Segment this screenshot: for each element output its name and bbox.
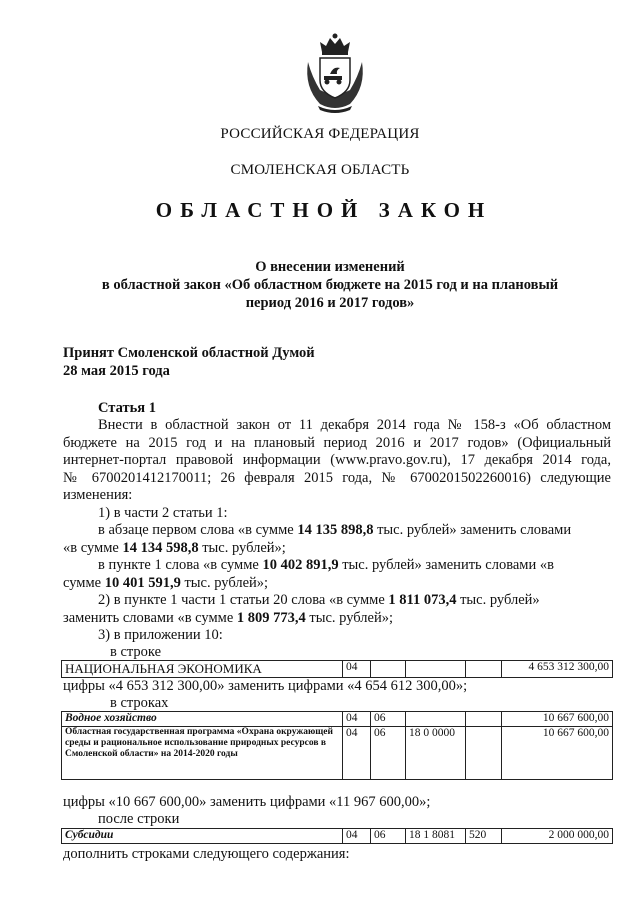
coat-of-arms-emblem xyxy=(300,32,370,114)
row-subsection: 06 xyxy=(371,727,406,780)
budget-table-3 xyxy=(61,828,613,844)
text-span: в абзаце первом слова «в сумме xyxy=(98,522,298,538)
row-section: 04 xyxy=(343,712,371,727)
subject-line-3: период 2016 и 2017 годов» xyxy=(245,295,415,311)
table-row xyxy=(62,727,613,780)
row-section: 04 xyxy=(343,829,371,844)
row-name: НАЦИОНАЛЬНАЯ ЭКОНОМИКА xyxy=(62,661,343,678)
table-row xyxy=(62,829,613,844)
row-section: 04 xyxy=(343,661,371,678)
after-row-label: после строки xyxy=(98,811,180,827)
row-amount: 10 667 600,00 xyxy=(502,712,613,727)
federation-line: РОССИЙСКАЯ ФЕДЕРАЦИЯ xyxy=(220,126,420,142)
article-heading: Статья 1 xyxy=(98,400,156,416)
row-type xyxy=(466,661,502,678)
item-1a-line-1 xyxy=(98,522,571,539)
text-span: тыс. рублей» xyxy=(456,592,540,608)
document-title: ОБЛАСТНОЙ ЗАКОН xyxy=(155,198,493,222)
row-target: 18 0 0000 xyxy=(406,727,466,780)
text-span: «в сумме xyxy=(63,540,123,556)
row-target: 18 1 8081 xyxy=(406,829,466,844)
paragraph-line: интернет-портал правовой информации (www.pravo.gov.ru), 17 декабря 2014 года, xyxy=(63,452,611,468)
row-subsection: 06 xyxy=(371,712,406,727)
paragraph-line: изменения: xyxy=(63,487,133,503)
row-subsection: 06 xyxy=(371,829,406,844)
paragraph-line: № 6700201412170011; 26 февраля 2015 года, № 6700201502260016) следующие xyxy=(63,470,611,486)
item-1b-line-2 xyxy=(63,575,268,592)
region-line: СМОЛЕНСКАЯ ОБЛАСТЬ xyxy=(230,162,410,178)
in-rows-label: в строках xyxy=(110,695,169,711)
row-name: Областная государственная программа «Охрана окружающей среды и рациональное использование природных ресурсов в Смоленской области» на 2014-2020 годы xyxy=(62,727,343,780)
supplement-line: дополнить строками следующего содержания: xyxy=(63,846,350,862)
row-name: Субсидии xyxy=(62,829,343,844)
row-amount: 4 653 312 300,00 xyxy=(502,661,613,678)
text-span: тыс. рублей» заменить словами xyxy=(373,522,572,538)
row-amount: 10 667 600,00 xyxy=(502,727,613,780)
paragraph-line: Внести в областной закон от 11 декабря 2014 года № 158-з «Об областном xyxy=(98,417,611,433)
row-type xyxy=(466,712,502,727)
row-name: Водное хозяйство xyxy=(62,712,343,727)
row-target xyxy=(406,712,466,727)
subject-line-2: в областной закон «Об областном бюджете на 2015 год и на плановый xyxy=(101,277,559,293)
item-2-line-2 xyxy=(63,610,393,627)
table-row xyxy=(62,712,613,727)
adopted-date: 28 мая 2015 года xyxy=(63,363,170,379)
text-span: тыс. рублей»; xyxy=(198,540,286,556)
row-amount: 2 000 000,00 xyxy=(502,829,613,844)
item-2-line-1 xyxy=(98,592,540,609)
subject-line-1: О внесении изменений xyxy=(255,259,405,275)
item-3: 3) в приложении 10: xyxy=(98,627,223,643)
replace-2: цифры «10 667 600,00» заменить цифрами «11 967 600,00»; xyxy=(63,794,431,810)
amount-old: 10 402 891,9 xyxy=(262,557,339,573)
amount-new: 10 401 591,9 xyxy=(104,575,181,591)
item-1: 1) в части 2 статьи 1: xyxy=(98,505,228,521)
amount-old: 1 811 073,4 xyxy=(388,592,457,608)
text-span: тыс. рублей»; xyxy=(305,610,393,626)
text-span: 2) в пункте 1 части 1 статьи 20 слова «в сумме xyxy=(98,592,389,608)
item-1b-line-1 xyxy=(98,557,554,574)
text-span: в пункте 1 слова «в сумме xyxy=(98,557,263,573)
adopted-line-1: Принят Смоленской областной Думой xyxy=(63,345,315,361)
row-target xyxy=(406,661,466,678)
item-1a-line-2 xyxy=(63,540,286,557)
in-row-label: в строке xyxy=(110,644,162,660)
row-type xyxy=(466,727,502,780)
text-span: тыс. рублей» заменить словами «в xyxy=(338,557,554,573)
text-span: тыс. рублей»; xyxy=(180,575,269,591)
table-row xyxy=(62,661,613,678)
row-section: 04 xyxy=(343,727,371,780)
amount-old: 14 135 898,8 xyxy=(297,522,374,538)
paragraph-line: бюджете на 2015 год и на плановый период 2016 и 2017 годов» (Официальный xyxy=(63,435,611,451)
row-type: 520 xyxy=(466,829,502,844)
replace-1: цифры «4 653 312 300,00» заменить цифрами «4 654 612 300,00»; xyxy=(63,678,468,694)
amount-new: 14 134 598,8 xyxy=(122,540,199,556)
budget-table-2 xyxy=(61,711,613,780)
budget-table-1 xyxy=(61,660,613,678)
row-subsection xyxy=(371,661,406,678)
text-span: сумме xyxy=(63,575,105,591)
amount-new: 1 809 773,4 xyxy=(236,610,306,626)
text-span: заменить словами «в сумме xyxy=(63,610,237,626)
